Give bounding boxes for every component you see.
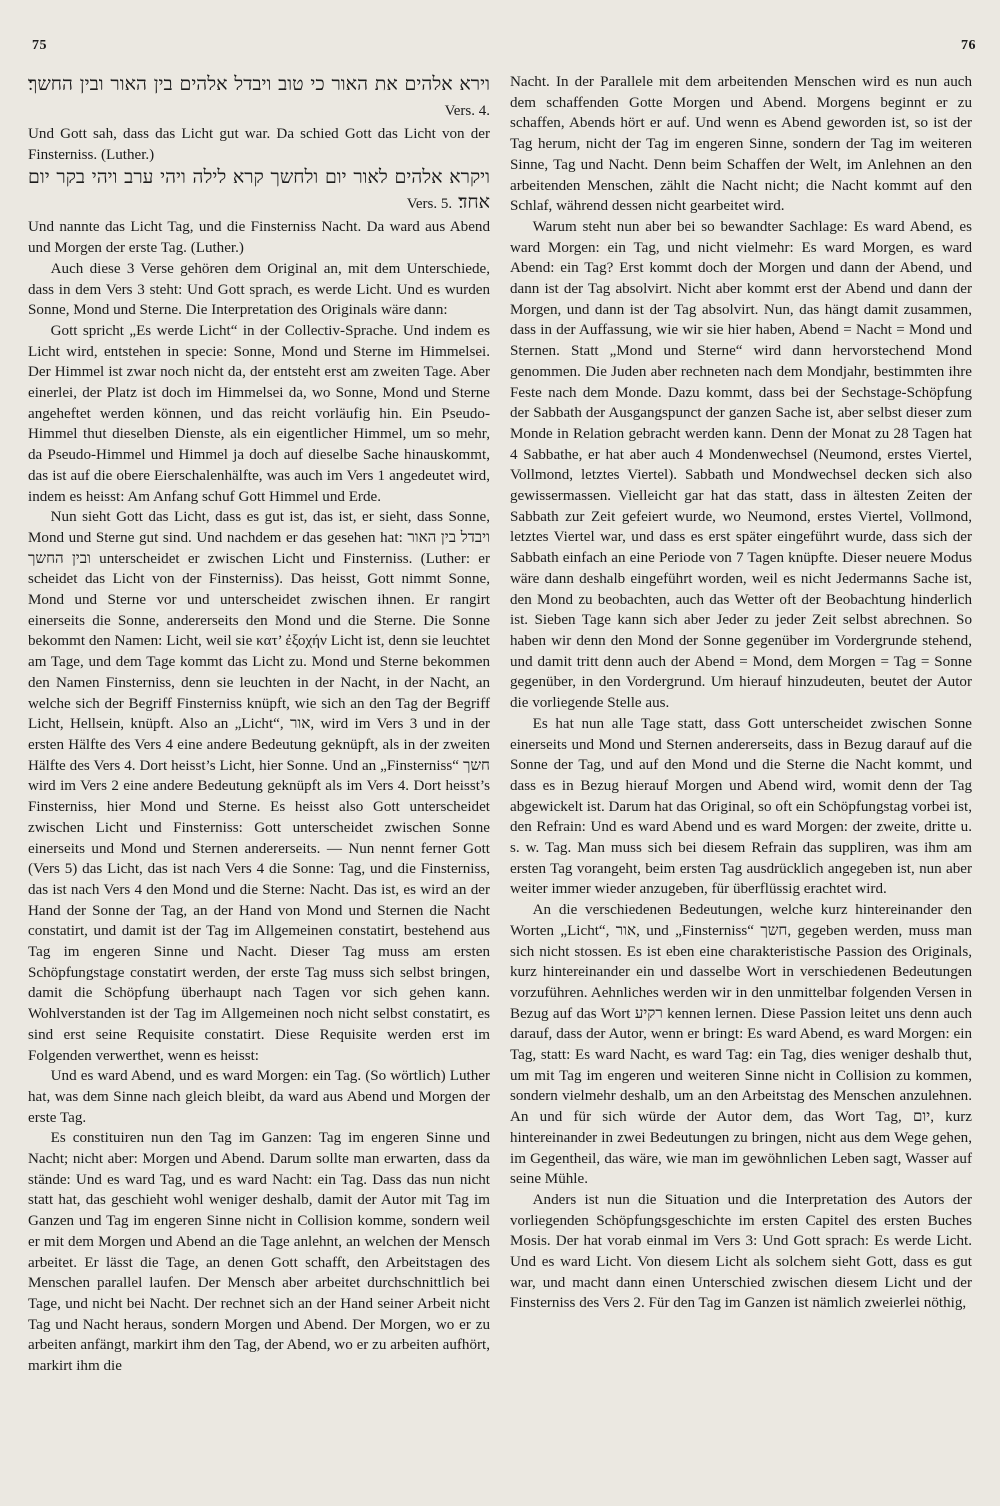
paragraph: Nacht. In der Parallele mit dem arbeitenden Menschen wird es nun auch dem schaffenden Gotte Morgen und Abend. Morgens beginnt er zu schaffen, Abends hört er auf. Und wenn es Abend geworden ist, so ist der Tag herum, nicht der Tag im engeren Sinne, sondern der Tag im weiteren Sinne, Tag und Nacht. Denn beim Schaffen der Welt, im Anlehnen an den arbeitenden Menschen, zählt die Nacht nicht; die Nacht kommt auf den Schlaf, während dessen nicht gearbeitet wird. (510, 74, 972, 215)
right-column (510, 72, 972, 1314)
paragraph: Warum steht nun aber bei so bewandter Sachlage: Es ward Abend, es ward Morgen: ein Tag, und nicht vielmehr: Es ward Morgen, es ward Abend: ein Tag? Erst kommt doch der Morgen und dann der Abend, und dann ist der Tag absolvirt. Nicht aber kommt erst der Abend und dann der Morgen, und dann ist der Tag absolvirt. Nun, das hängt damit zusammen, dass in der Auffassung, wie wir sie hier haben, Abend = Nacht = Mond und Sternen. Statt „Mond und Sterne“ wird dann hervorstechend Mond genommen. Die Juden aber rechneten nach dem Mondjahr, bestimmten ihre Feste nach dem Monde. Dazu kommt, dass bei der Sechstage-Schöpfung der Sabbath der Ausgangspunct der ganzen Sache ist, aber selbst dieser zum Monde in Relation gebracht werden kann. Denn der Monat zu 28 Tagen hat 4 Sabbathe, er hat aber auch 4 Mondenwechsel (Neumond, erstes Viertel, Vollmond, letztes Viertel). Sabbath und Mondwechsel decken sich also gewissermassen. Vielleicht gar hat das statt, dass in ältesten Zeiten der Sabbath zur Zeit gefeiert wurde, wo Neumond, erstes Viertel, Vollmond, letztes Viertel war, und dass es erst später eingeführt wurde, dass sich der Sabbath einfach an eine Periode von 7 Tagen knüpfte. Dieser neuere Modus wäre dann deshalb eingeführt worden, weil es nicht Jedermanns Sache ist, den Mond zu beobachten, auch das Wetter oft der Beobachtung hinderlich ist. Sieben Tage kann sich aber Jeder zu jeder Zeit selbst abrechnen. So haben wir denn den Mond der Sonne gegenüber im Vordergrunde stehend, und damit tritt denn auch der Abend = Mond, dem Morgen = Tag = Sonne gegenüber, in den Vordergrund. Um hierauf hinzudeuten, beutet der Autor die vorliegende Stelle aus. (510, 218, 972, 712)
left-column (28, 72, 490, 1377)
page-number-left: 75 (32, 38, 47, 53)
hebrew-verse-4: וירא אלהים את האור כי טוב ויבדל אלהים בין האור ובין החשך׃ Vers. 4. (28, 73, 490, 119)
paragraph: Es constituiren nun den Tag im Ganzen: Tag im engeren Sinne und Nacht; nicht aber: Morgen und Abend. Darum sollte man erwarten, dass da stände: Und es ward Tag, und es ward Nacht: ein Tag. Dass das nun nicht statt hat, das geschieht wohl weniger deshalb, damit der Autor mit Tag im Ganzen und Tag im engeren Sinne nicht in Collision komme, sondern weil er mit dem Morgen und Abend an die Tage anlehnt, an welchen der Mensch arbeitet. Er lässt die Tage, an denen Gott schafft, den Arbeitstagen des Menschen parallel laufen. Der Mensch aber arbeitet durchschnittlich bei Tage, und nicht bei Nacht. Der rechnet sich an der Hand seiner Arbeit nicht Tag und Nacht heraus, sondern Morgen und Abend. Der Morgen, wo er zu arbeiten anfängt, markirt ihm den Tag, der Abend, wo er zu arbeiten aufhört, markirt ihm die (28, 1130, 490, 1375)
translation-verse-5: Und nannte das Licht Tag, und die Finsterniss Nacht. Da ward aus Abend und Morgen der erste Tag. (Luther.) (28, 219, 490, 257)
page-number-right: 76 (961, 38, 976, 53)
paragraph: An die verschiedenen Bedeutungen, welche kurz hintereinander den Worten „Licht“, אור, und „Finsterniss“ חשך, gegeben werden, muss man sich nicht stossen. Es ist eben eine charakteristische Passion des Originals, kurz hintereinander ein und dasselbe Wort in verschiedenen Bedeutungen vorzuführen. Aehnliches werden wir in den unmittelbar folgenden Versen in Bezug auf das Wort רקיע kennen lernen. Diese Passion leitet uns denn auch darauf, dass der Autor, wenn er bringt: Es ward Abend, es ward Morgen: ein Tag, statt: Es ward Nacht, es ward Tag: ein Tag, dies weniger deshalb thut, um mit Tag im engeren und weiteren Sinne nicht in Collision zu kommen, sondern vielmehr deshalb, um an den Arbeitstag des Menschen anzulehnen. An und für sich würde der Autor dem, das Wort Tag, יום, kurz hintereinander in zwei Bedeutungen zu bringen, nicht aus dem Wege gehen, im Gegentheil, das wäre, wie man im gewöhnlichen Leben sagt, Wasser auf seine Mühle. (510, 902, 972, 1188)
paragraph: Auch diese 3 Verse gehören dem Original an, mit dem Unterschiede, dass in dem Vers 3 steht: Und Gott sprach, es werde Licht. Und es wurden Sonne, Mond und Sterne. Die Interpretation des Originals wäre dann: (28, 260, 490, 319)
translation-verse-4: Und Gott sah, dass das Licht gut war. Da schied Gott das Licht von der Finsterniss. (Luther.) (28, 126, 490, 163)
paragraph: Und es ward Abend, und es ward Morgen: ein Tag. (So wörtlich) Luther hat, was dem Sinne nach gleich bleibt, da ward aus Abend und Morgen der erste Tag. (28, 1068, 490, 1126)
paragraph: Anders ist nun die Situation und die Interpretation des Autors der vorliegenden Schöpfungsgeschichte im ersten Capitel des ersten Buches Mosis. Der hat vorab einmal im Vers 3: Und Gott sprach: Es werde Licht. Und es ward Licht. Von diesem Licht als solchem sieht Gott, dass es gut war, und macht dann einen Unterschied zwischen diesem Licht und der Finsterniss des Vers 2. Für den Tag im Ganzen ist nämlich zweierlei nöthig, (510, 1191, 972, 1312)
paragraph: Es hat nun alle Tage statt, dass Gott unterscheidet zwischen Sonne einerseits und Mond und Sternen andererseits, dass in Bezug darauf auf die Sonne der Tag, und auf den Mond und die Sterne die Nacht kommt, und dass es in Bezug hierauf Morgen und Abend wird, womit denn der Tag abgewickelt ist. Darum hat das Original, so oft ein Schöpfungstag vorbei ist, den Refrain: Und es ward Abend und es ward Morgen: der zweite, dritte u. s. w. Tag. Man muss sich bei diesem Refrain das suppliren, was ihm am ersten Tag vorangeht, beim ersten Tag ausdrücklich angegeben ist, nun aber weiter immer wieder anzugeben, für überflüssig erachtet wird. (510, 715, 972, 898)
paragraph: Nun sieht Gott das Licht, dass es gut ist, das ist, er sieht, dass Sonne, Mond und Sterne gut sind. Und nachdem er das gesehen hat: ויבדל בין האור ובין החשך unterscheidet er zwischen Licht und Finsterniss. (Luther: er scheidet das Licht von der Finsterniss). Das heisst, Gott nimmt Sonne, Mond und Sterne vor und unterscheidet zwischen ihnen. Er rangirt einerseits die Sonne, andererseits den Mond und die Sterne. Die Sonne bekommt den Namen: Licht, weil sie κατ’ ἐξοχήν Licht ist, denn sie leuchtet am Tage, und dem Tage kommt das Licht zu. Mond und Sterne bekommen den Namen Finsterniss, denn sie leuchten in der Nacht, in der Nacht, an welche sich der Begriff Finsterniss knüpft, wie sich an den Tag der Begriff Licht, Hellsein, knüpft. Also an „Licht“, אור, wird im Vers 3 und in der ersten Hälfte des Vers 4 eine andere Bedeutung geknüpft, als in der zweiten Hälfte des Vers 4. Dort heisst’s Licht, hier Sonne. Und an „Finsterniss“ חשך wird im Vers 2 eine andere Bedeutung geknüpft als im Vers 4. Dort heisst’s Finsterniss, hier Mond und Sterne. Es heisst also Gott unterscheidet zwischen Licht und Finsterniss: Gott unterscheidet zwischen Sonne einerseits und Mond und Sternen andererseits. — Nun nennt ferner Gott (Vers 5) das Licht, das ist nach Vers 4 die Sonne: Tag, und die Finsterniss, das ist nach Vers 4 den Mond und die Sterne: Nacht. Das ist, es wird an der Hand der Sonne der Tag, an der Hand von Mond und Sternen die Nacht constatirt, und damit ist der Tag im Allgemeinen constatirt, bestehend aus Tag im engeren Sinne und Nacht. Dieser Tag muss am ersten Schöpfungstage constatirt werden, der erste Tag muss sich selbst bringen, damit die Schöpfung überhaupt nach Tagen vor sich gehen kann. Wohlverstanden ist der Tag im Allgemeinen noch nicht selbst constatirt, es sind erst seine Requisite constatirt. Diese Requisite werden erst im Folgenden verwerthet, wenn es heisst: (28, 509, 491, 1064)
hebrew-verse-5: ויקרא אלהים לאור יום ולחשך קרא לילה ויהי ערב ויהי בקר יום אחד׃ Vers. 5. (28, 166, 490, 214)
paragraph: Gott spricht „Es werde Licht“ in der Collectiv-Sprache. Und indem es Licht wird, entstehen in specie: Sonne, Mond und Sterne im Himmelsei. Der Himmel ist zwar noch nicht da, der entsteht erst am zweiten Tage. Aber einerlei, der Platz ist doch im Himmelsei da, wo Sonne, Mond und Sterne angeheftet werden können, und das reicht vorläufig hin. Ein Pseudo-Himmel thut dieselben Dienste, als ein eigentlicher Himmel, um so mehr, da Pseudo-Himmel und Himmel ja doch auf dieselbe Sache hinauskommt, das ist auf die obere Eierschalenhälfte, was auch im Vers 1 angedeutet wird, indem es heisst: Am Anfang schuf Gott Himmel und Erde. (28, 322, 490, 505)
